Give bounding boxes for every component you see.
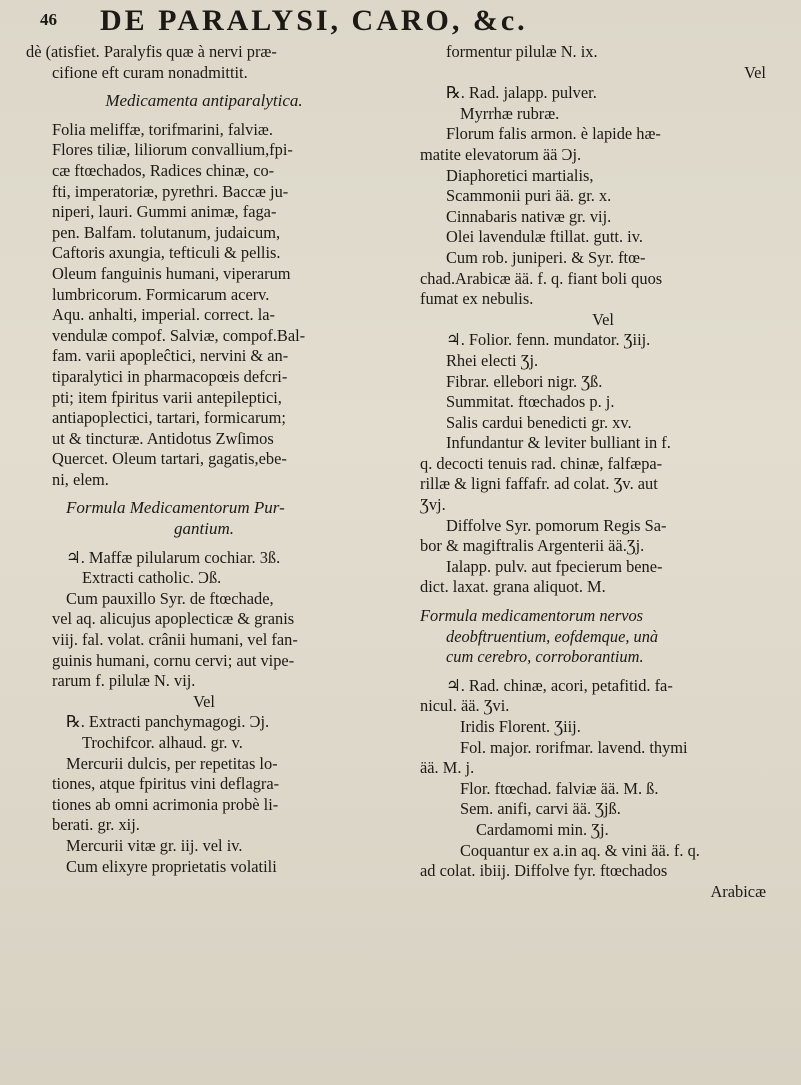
left-column	[26, 42, 382, 877]
recipe-line: Florum falis armon. è lapide hæ-	[446, 124, 661, 144]
recipe-line: nicul. ää. Ʒvi.	[420, 696, 510, 716]
recipe-line: fumat ex nebulis.	[420, 289, 534, 309]
text-line: vendulæ compof. Salviæ, compof.Bal-	[52, 325, 306, 345]
recipe-line: q. decocti tenuis rad. chinæ, falfæpa-	[420, 453, 663, 473]
recipe-line: ℞. Rad. jalapp. pulver.	[446, 83, 597, 103]
recipe-line: Flor. ftœchad. falviæ ää. M. ß.	[460, 778, 659, 798]
text-line: ni, elem.	[52, 469, 109, 489]
recipe-line: Cum pauxillo Syr. de ftœchade,	[66, 588, 274, 608]
recipe-line: vel aq. alicujus apoplecticæ & granis	[52, 609, 295, 629]
text-line: cifione eft curam nonadmittit.	[52, 62, 248, 82]
formula-heading: Formula medicamentorum nervos	[420, 606, 644, 626]
text-line: ut & tincturæ. Antidotus Zwſimos	[52, 428, 274, 448]
text-line: pti; item fpiritus varii antepileptici,	[52, 387, 282, 407]
recipe-line: ♃. Maffæ pilularum cochiar. 3ß.	[66, 547, 281, 567]
recipe-line: Olei lavendulæ ftillat. gutt. iv.	[446, 227, 643, 247]
text-line: lumbricorum. Formicarum acerv.	[52, 284, 270, 304]
vel-separator: Vel	[592, 309, 614, 329]
text-line: fam. varii apopleĉtici, nervini & an-	[52, 346, 289, 366]
recipe-line: Iridis Florent. Ʒiij.	[460, 717, 581, 736]
recipe-line: Mercurii dulcis, per repetitas lo-	[66, 753, 278, 773]
recipe-line: berati. gr. xij.	[52, 815, 140, 835]
text-line: Caftoris axungia, tefticuli & pellis.	[52, 243, 281, 263]
recipe-line: tiones, atque fpiritus vini deflagra-	[52, 774, 280, 794]
recipe-line: Summitat. ftœchados p. j.	[446, 392, 615, 412]
recipe-line: Fibrar. ellebori nigr. Ʒß.	[446, 371, 603, 391]
recipe-line: ♃. Folior. fenn. mundator. Ʒiij.	[446, 330, 651, 350]
recipe-line: dict. laxat. grana aliquot. M.	[420, 577, 606, 597]
recipe-line: Extracti catholic. Ɔß.	[82, 568, 222, 588]
text-line: pen. Balfam. tolutanum, judaicum,	[52, 222, 281, 242]
text-line: niperi, lauri. Gummi animæ, faga-	[52, 202, 277, 222]
page-number: 46	[40, 10, 57, 29]
text-line: dè (atisfiet. Paralyfis quæ à nervi præ-	[26, 42, 277, 61]
recipe-line: Cinnabaris nativæ gr. vij.	[446, 206, 612, 226]
recipe-line: ad colat. ibiij. Diffolve fyr. ftœchados	[420, 861, 668, 881]
recipe-line: Infundantur & leviter bulliant in f.	[446, 433, 671, 453]
text-line: Folia meliffæ, torifmarini, falviæ.	[52, 119, 273, 139]
recipe-line: Salis cardui benedicti gr. xv.	[446, 412, 632, 432]
formula-heading: Formula Medicamentorum Pur-	[66, 498, 285, 518]
recipe-line: ℞. Extracti panchymagogi. Ɔj.	[66, 712, 270, 732]
recipe-line: Arabicæ	[710, 881, 766, 901]
text-line: Aqu. anhalti, imperial. correct. la-	[52, 305, 276, 325]
recipe-line: Ʒvj.	[420, 495, 446, 515]
recipe-line: Ialapp. pulv. aut fpecierum bene-	[446, 556, 663, 576]
recipe-line: tiones ab omni acrimonia probè li-	[52, 794, 279, 814]
right-column	[420, 42, 786, 902]
recipe-line: Rhei electi Ʒj.	[446, 350, 539, 370]
recipe-line: Cum elixyre proprietatis volatili	[66, 856, 277, 876]
section-heading: Medicamenta antiparalytica.	[105, 91, 303, 111]
recipe-line: Scammonii puri ää. gr. x.	[446, 186, 612, 206]
text-line: Oleum fanguinis humani, viperarum	[52, 263, 291, 283]
text-line: Quercet. Oleum tartari, gagatis,ebe-	[52, 449, 287, 469]
recipe-line: ää. M. j.	[420, 758, 475, 778]
text-line: antiapoplectici, tartari, formicarum;	[52, 408, 286, 428]
recipe-line: Sem. anifi, carvi ää. Ʒjß.	[460, 799, 621, 819]
recipe-line: bor & magiftralis Argenterii ää.Ʒj.	[420, 536, 645, 556]
text-line: cæ ftœchados, Radices chinæ, co-	[52, 160, 275, 180]
recipe-line: viij. fal. volat. crânii humani, vel fan-	[52, 630, 298, 650]
recipe-line: Mercurii vitæ gr. iij. vel iv.	[66, 835, 243, 855]
recipe-line: Fol. major. rorifmar. lavend. thymi	[460, 737, 688, 757]
recipe-line: guinis humani, cornu cervi; aut vipe-	[52, 650, 295, 670]
recipe-line: Cum rob. juniperi. & Syr. ftœ-	[446, 247, 646, 267]
recipe-line: rillæ & ligni faffafr. ad colat. Ʒv. aut	[420, 474, 658, 494]
vel-separator: Vel	[193, 691, 215, 711]
text-line: Flores tiliæ, liliorum convallium,fpi-	[52, 140, 293, 160]
recipe-line: Myrrhæ rubræ.	[460, 103, 560, 123]
running-head: DE PARALYSI, CARO, &c.	[100, 4, 528, 37]
text-line: fti, imperatoriæ, pyrethri. Baccæ ju-	[52, 181, 289, 201]
text-line: tiparalytici in pharmacopœis defcri-	[52, 366, 288, 386]
recipe-line: Diffolve Syr. pomorum Regis Sa-	[446, 515, 667, 535]
recipe-line: ♃. Rad. chinæ, acori, petafitid. fa-	[446, 675, 673, 695]
recipe-line: chad.Arabicæ ää. f. q. fiant boli quos	[420, 268, 663, 288]
recipe-line: Diaphoretici martialis,	[446, 165, 594, 185]
text-line: formentur pilulæ N. ix.	[446, 42, 598, 61]
recipe-line: Coquantur ex a.in aq. & vini ää. f. q.	[460, 840, 700, 860]
formula-heading-cont: cum cerebro, corroborantium.	[446, 647, 644, 667]
recipe-line: matite elevatorum ää Ɔj.	[420, 144, 582, 164]
vel-separator: Vel	[744, 62, 766, 82]
recipe-line: Trochifcor. alhaud. gr. v.	[82, 733, 243, 752]
recipe-line: Cardamomi min. Ʒj.	[476, 819, 609, 839]
formula-heading-cont: gantium.	[174, 519, 234, 539]
page-header	[0, 0, 801, 42]
recipe-line: rarum f. pilulæ N. vij.	[52, 671, 196, 691]
formula-heading-cont: deobftruentium, eofdemque, unà	[446, 626, 659, 646]
